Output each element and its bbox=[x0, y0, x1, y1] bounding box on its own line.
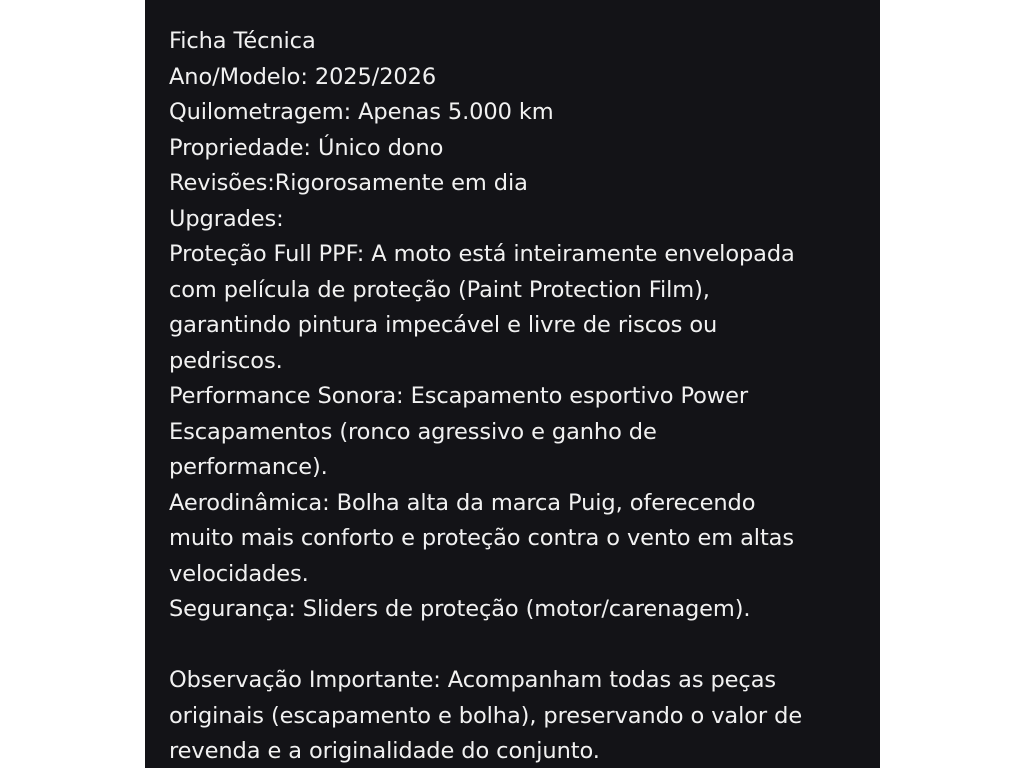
message-line: Revisões:Rigorosamente em dia bbox=[169, 170, 528, 196]
message-line: Aerodinâmica: Bolha alta da marca Puig, oferecendo bbox=[169, 489, 756, 516]
message-line: Upgrades: bbox=[169, 205, 284, 232]
message-line: Ficha Técnica bbox=[169, 28, 316, 54]
message-line: garantindo pintura impecável e livre de riscos ou bbox=[169, 312, 718, 338]
message-line: Quilometragem: Apenas 5.000 km bbox=[169, 99, 554, 125]
message-line: Ano/Modelo: 2025/2026 bbox=[169, 63, 437, 90]
message-line: muito mais conforto e proteção contra o vento em altas bbox=[169, 525, 794, 551]
message-line: Proteção Full PPF: A moto está inteiramente envelopada bbox=[169, 241, 795, 267]
message-line: revenda e a originalidade do conjunto. bbox=[169, 738, 600, 764]
message-panel bbox=[145, 0, 880, 768]
message-line: Propriedade: Único dono bbox=[169, 134, 444, 161]
message-line: com película de proteção (Paint Protection Film), bbox=[169, 276, 710, 303]
message-line: Segurança: Sliders de proteção (motor/carenagem). bbox=[169, 596, 751, 622]
message-line: Observação Importante: Acompanham todas as peças bbox=[169, 667, 777, 693]
message-line: Escapamentos (ronco agressivo e ganho de bbox=[169, 418, 657, 445]
message-line: velocidades. bbox=[169, 560, 309, 587]
message-line: pedriscos. bbox=[169, 347, 283, 374]
message-blank-line bbox=[169, 628, 880, 664]
message-line: performance). bbox=[169, 454, 328, 480]
message-line: Performance Sonora: Escapamento esportivo Power bbox=[169, 383, 749, 409]
message-line: originais (escapamento e bolha), preservando o valor de bbox=[169, 702, 803, 729]
